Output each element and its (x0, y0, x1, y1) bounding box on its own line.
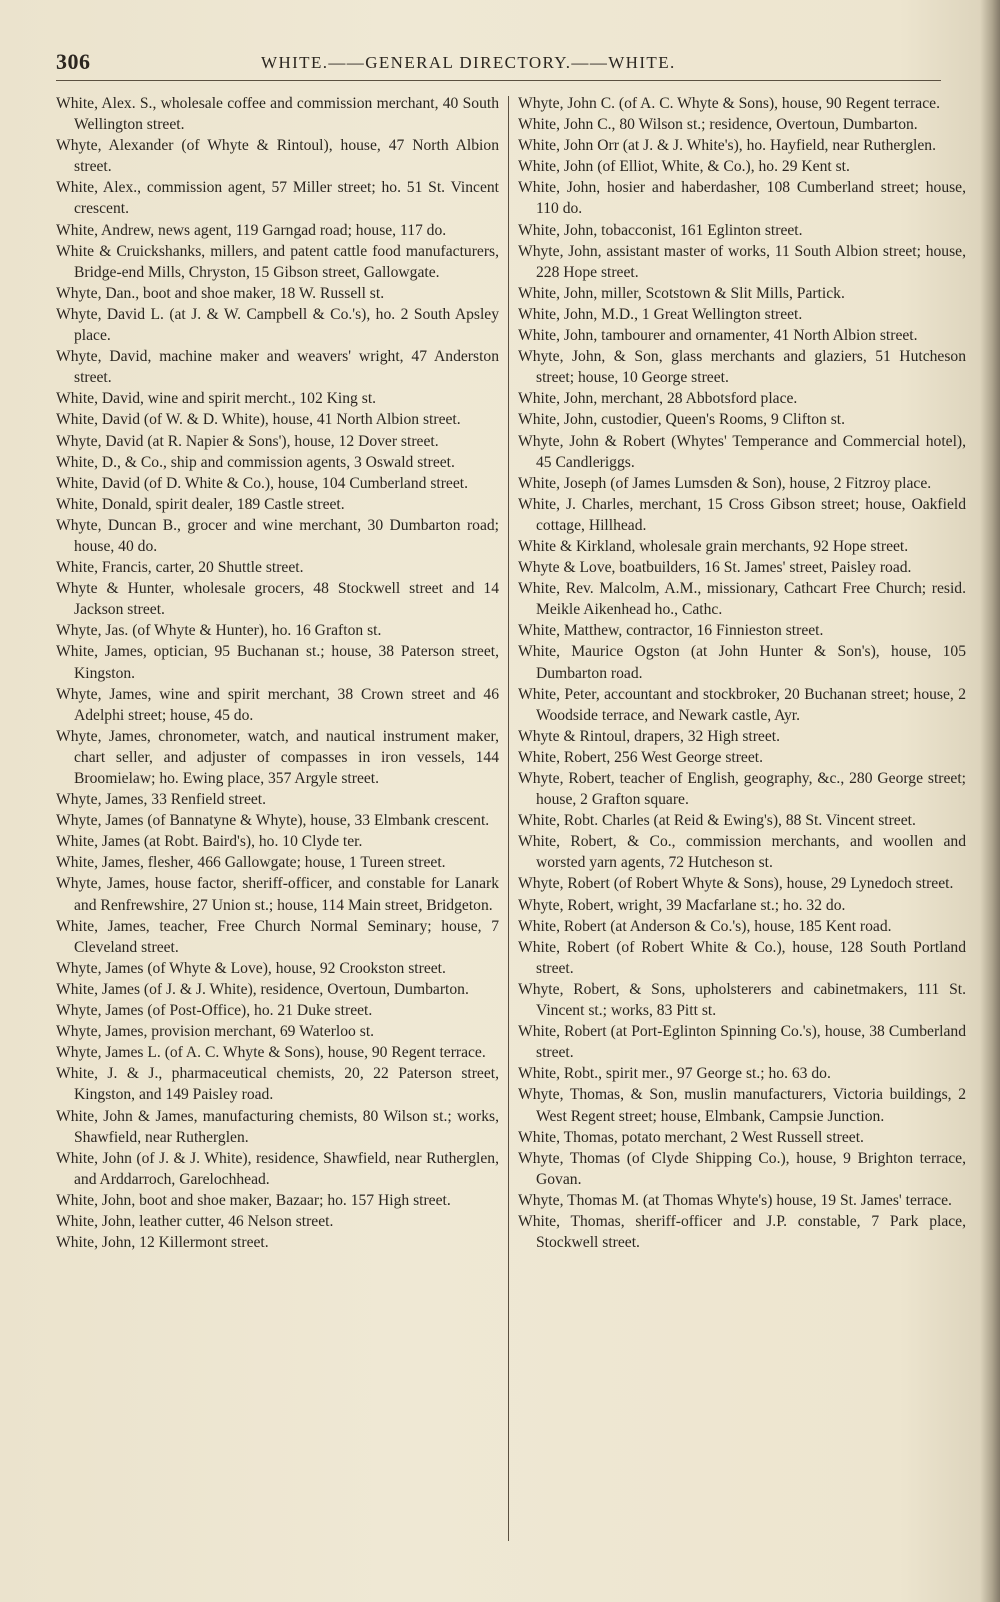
directory-entry: White, John (of J. & J. White), residence, Shawfield, near Rutherglen, and Arddarroch, Garelochhead. (56, 1149, 499, 1188)
directory-entry: Whyte, James, chronometer, watch, and nautical instrument maker, chart seller, and adjuster of compasses in iron vessels, 144 Broomielaw; ho. Ewing place, 357 Argyle street. (56, 727, 499, 787)
right-column (518, 93, 966, 1253)
directory-entry: White, Robert (of Robert White & Co.), house, 128 South Portland street. (518, 938, 966, 977)
directory-entry: Whyte, Robert, & Sons, upholsterers and cabinetmakers, 111 St. Vincent st.; works, 83 Pitt st. (518, 980, 966, 1020)
directory-entry: White, James (of J. & J. White), residence, Overtoun, Dumbarton. (56, 980, 469, 998)
directory-entry: White, John, boot and shoe maker, Bazaar; ho. 157 High street. (56, 1191, 451, 1209)
directory-entry: White, James (at Robt. Baird's), ho. 10 Clyde ter. (56, 833, 363, 851)
directory-entry: Whyte, Thomas M. (at Thomas Whyte's) house, 19 St. James' terrace. (518, 1191, 952, 1209)
directory-entry: Whyte, James, provision merchant, 69 Waterloo st. (56, 1023, 375, 1041)
directory-entry: Whyte, David, machine maker and weavers' wright, 47 Anderston street. (56, 348, 499, 387)
directory-entry: Whyte, John, assistant master of works, 11 South Albion street; house, 228 Hope street. (518, 242, 966, 281)
directory-entry: Whyte, Jas. (of Whyte & Hunter), ho. 16 Grafton st. (56, 622, 382, 640)
directory-entry: White, John, tobacconist, 161 Eglinton street. (518, 221, 803, 239)
directory-entry: White, Rev. Malcolm, A.M., missionary, Cathcart Free Church; resid. Meikle Aikenhead ho., Cathc. (518, 580, 966, 619)
directory-entry: White, John C., 80 Wilson st.; residence, Overtoun, Dumbarton. (518, 116, 918, 134)
directory-entry: White, John & James, manufacturing chemists, 80 Wilson st.; works, Shawfield, near Rutherglen. (56, 1107, 499, 1146)
directory-entry: White, Robert (at Anderson & Co.'s), house, 185 Kent road. (518, 917, 892, 935)
directory-entry: White, James, optician, 95 Buchanan st.; house, 38 Paterson street, Kingston. (56, 643, 499, 682)
directory-entry: White, John, leather cutter, 46 Nelson street. (56, 1212, 334, 1230)
directory-entry: Whyte & Love, boatbuilders, 16 St. James' street, Paisley road. (518, 559, 912, 577)
directory-entry: White, John, hosier and haberdasher, 108 Cumberland street; house, 110 do. (518, 179, 966, 218)
directory-entry: Whyte & Hunter, wholesale grocers, 48 Stockwell street and 14 Jackson street. (56, 580, 499, 619)
directory-entry: Whyte, David (at R. Napier & Sons'), house, 12 Dover street. (56, 432, 439, 450)
directory-entry: White, Thomas, potato merchant, 2 West Russell street. (518, 1128, 864, 1146)
directory-entry: Whyte, Thomas, & Son, muslin manufacturers, Victoria buildings, 2 West Regent street; house, Elmbank, Campsie Junction. (518, 1086, 966, 1125)
directory-entry: Whyte, James, wine and spirit merchant, 38 Crown street and 46 Adelphi street; house, 45 do. (56, 685, 499, 724)
directory-entry: Whyte, James L. (of A. C. Whyte & Sons), house, 90 Regent terrace. (56, 1044, 486, 1062)
directory-entry: Whyte, James (of Bannatyne & Whyte), house, 33 Elmbank crescent. (56, 812, 490, 830)
directory-entry: White & Kirkland, wholesale grain merchants, 92 Hope street. (518, 537, 909, 555)
directory-entry: Whyte, David L. (at J. & W. Campbell & Co.'s), ho. 2 South Apsley place. (56, 305, 499, 345)
column-divider (508, 96, 509, 1541)
directory-entry: White, John, tambourer and ornamenter, 41 North Albion street. (518, 327, 918, 345)
directory-entry: Whyte & Rintoul, drapers, 32 High street. (518, 727, 781, 745)
directory-entry: White, Donald, spirit dealer, 189 Castle street. (56, 495, 345, 513)
directory-entry: Whyte, John C. (of A. C. Whyte & Sons), house, 90 Regent terrace. (518, 95, 940, 112)
directory-entry: Whyte, Robert, teacher of English, geography, &c., 280 George street; house, 2 Grafton square. (518, 770, 966, 809)
directory-entry: White, James, teacher, Free Church Normal Seminary; house, 7 Cleveland street. (56, 917, 499, 956)
directory-entry: White, Alex., commission agent, 57 Miller street; ho. 51 St. Vincent crescent. (56, 179, 499, 218)
left-column (56, 93, 499, 1253)
directory-entry: White, J. & J., pharmaceutical chemists, 20, 22 Paterson street, Kingston, and 149 Paisley road. (56, 1065, 499, 1104)
directory-entry: Whyte, John, & Son, glass merchants and glaziers, 51 Hutcheson street; house, 10 George street. (518, 348, 966, 387)
running-head: WHITE.——GENERAL DIRECTORY.——WHITE. (261, 53, 676, 72)
directory-entry: Whyte, James, house factor, sheriff-officer, and constable for Lanark and Renfrewshire, 27 Union st.; house, 114 Main street, Bridgeton. (56, 875, 499, 914)
directory-entry: White, Robert, & Co., commission merchants, and woollen and worsted yarn agents, 72 Hutcheson st. (518, 833, 966, 872)
directory-entry: White, Matthew, contractor, 16 Finnieston street. (518, 622, 824, 640)
directory-entry: White, J. Charles, merchant, 15 Cross Gibson street; house, Oakfield cottage, Hillhead. (518, 495, 966, 534)
directory-entry: White, John Orr (at J. & J. White's), ho. Hayfield, near Rutherglen. (518, 137, 936, 155)
directory-entry: White, David (of W. & D. White), house, 41 North Albion street. (56, 411, 461, 429)
directory-entry: White, Maurice Ogston (at John Hunter & Son's), house, 105 Dumbarton road. (518, 643, 966, 682)
directory-entry: White, Robt., spirit mer., 97 George st.; ho. 63 do. (518, 1065, 831, 1083)
page-header (56, 49, 941, 75)
directory-entry: White, Robert, 256 West George street. (518, 748, 764, 766)
directory-entry: White, John (of Elliot, White, & Co.), ho. 29 Kent st. (518, 158, 850, 176)
directory-entry: White, Joseph (of James Lumsden & Son), house, 2 Fitzroy place. (518, 474, 932, 492)
directory-entry: White, David, wine and spirit mercht., 102 King st. (56, 390, 377, 408)
directory-entry: Whyte, James, 33 Renfield street. (56, 791, 267, 809)
directory-entry: White, Robert (at Port-Eglinton Spinning Co.'s), house, 38 Cumberland street. (518, 1023, 966, 1062)
directory-entry: White, Andrew, news agent, 119 Garngad road; house, 117 do. (56, 221, 447, 239)
header-rule (56, 80, 941, 81)
directory-entry: Whyte, Duncan B., grocer and wine merchant, 30 Dumbarton road; house, 40 do. (56, 516, 499, 555)
directory-entry: White, Thomas, sheriff-officer and J.P. constable, 7 Park place, Stockwell street. (518, 1212, 966, 1252)
directory-entry: White, D., & Co., ship and commission agents, 3 Oswald street. (56, 453, 455, 471)
directory-entry: White, David (of D. White & Co.), house, 104 Cumberland street. (56, 474, 468, 492)
directory-entry: White, John, merchant, 28 Abbotsford place. (518, 390, 798, 408)
directory-entry: White, John, 12 Killermont street. (56, 1234, 269, 1252)
directory-entry: White, Francis, carter, 20 Shuttle street. (56, 559, 304, 577)
binding-shadow (980, 0, 1000, 1602)
directory-entry: White, James, flesher, 466 Gallowgate; house, 1 Tureen street. (56, 854, 446, 872)
directory-entry: Whyte, Robert, wright, 39 Macfarlane st.; ho. 32 do. (518, 896, 846, 914)
directory-entry: Whyte, Dan., boot and shoe maker, 18 W. Russell st. (56, 284, 385, 302)
directory-entry: White, Alex. S., wholesale coffee and commission merchant, 40 South Wellington street. (56, 95, 499, 134)
directory-entry: Whyte, James (of Post-Office), ho. 21 Duke street. (56, 1002, 373, 1020)
directory-entry: White, Robt. Charles (at Reid & Ewing's), 88 St. Vincent street. (518, 812, 916, 830)
directory-entry: White, John, M.D., 1 Great Wellington street. (518, 305, 803, 323)
directory-entry: Whyte, Robert (of Robert Whyte & Sons), house, 29 Lynedoch street. (518, 875, 954, 893)
directory-entry: White, Peter, accountant and stockbroker, 20 Buchanan street; house, 2 Woodside terrace, and Newark castle, Ayr. (518, 685, 966, 724)
directory-entry: Whyte, James (of Whyte & Love), house, 92 Crookston street. (56, 959, 446, 977)
directory-entry: White, John, custodier, Queen's Rooms, 9 Clifton st. (518, 411, 846, 429)
directory-entry: Whyte, Thomas (of Clyde Shipping Co.), house, 9 Brighton terrace, Govan. (518, 1149, 966, 1188)
directory-entry: White, John, miller, Scotstown & Slit Mills, Partick. (518, 284, 845, 302)
directory-entry: Whyte, Alexander (of Whyte & Rintoul), house, 47 North Albion street. (56, 137, 499, 176)
directory-entry: White & Cruickshanks, millers, and patent cattle food manufacturers, Bridge-end Mills, Chryston, 15 Gibson street, Gallowgate. (56, 242, 499, 281)
page-number: 306 (56, 49, 91, 74)
directory-entry: Whyte, John & Robert (Whytes' Temperance and Commercial hotel), 45 Candleriggs. (518, 432, 966, 471)
